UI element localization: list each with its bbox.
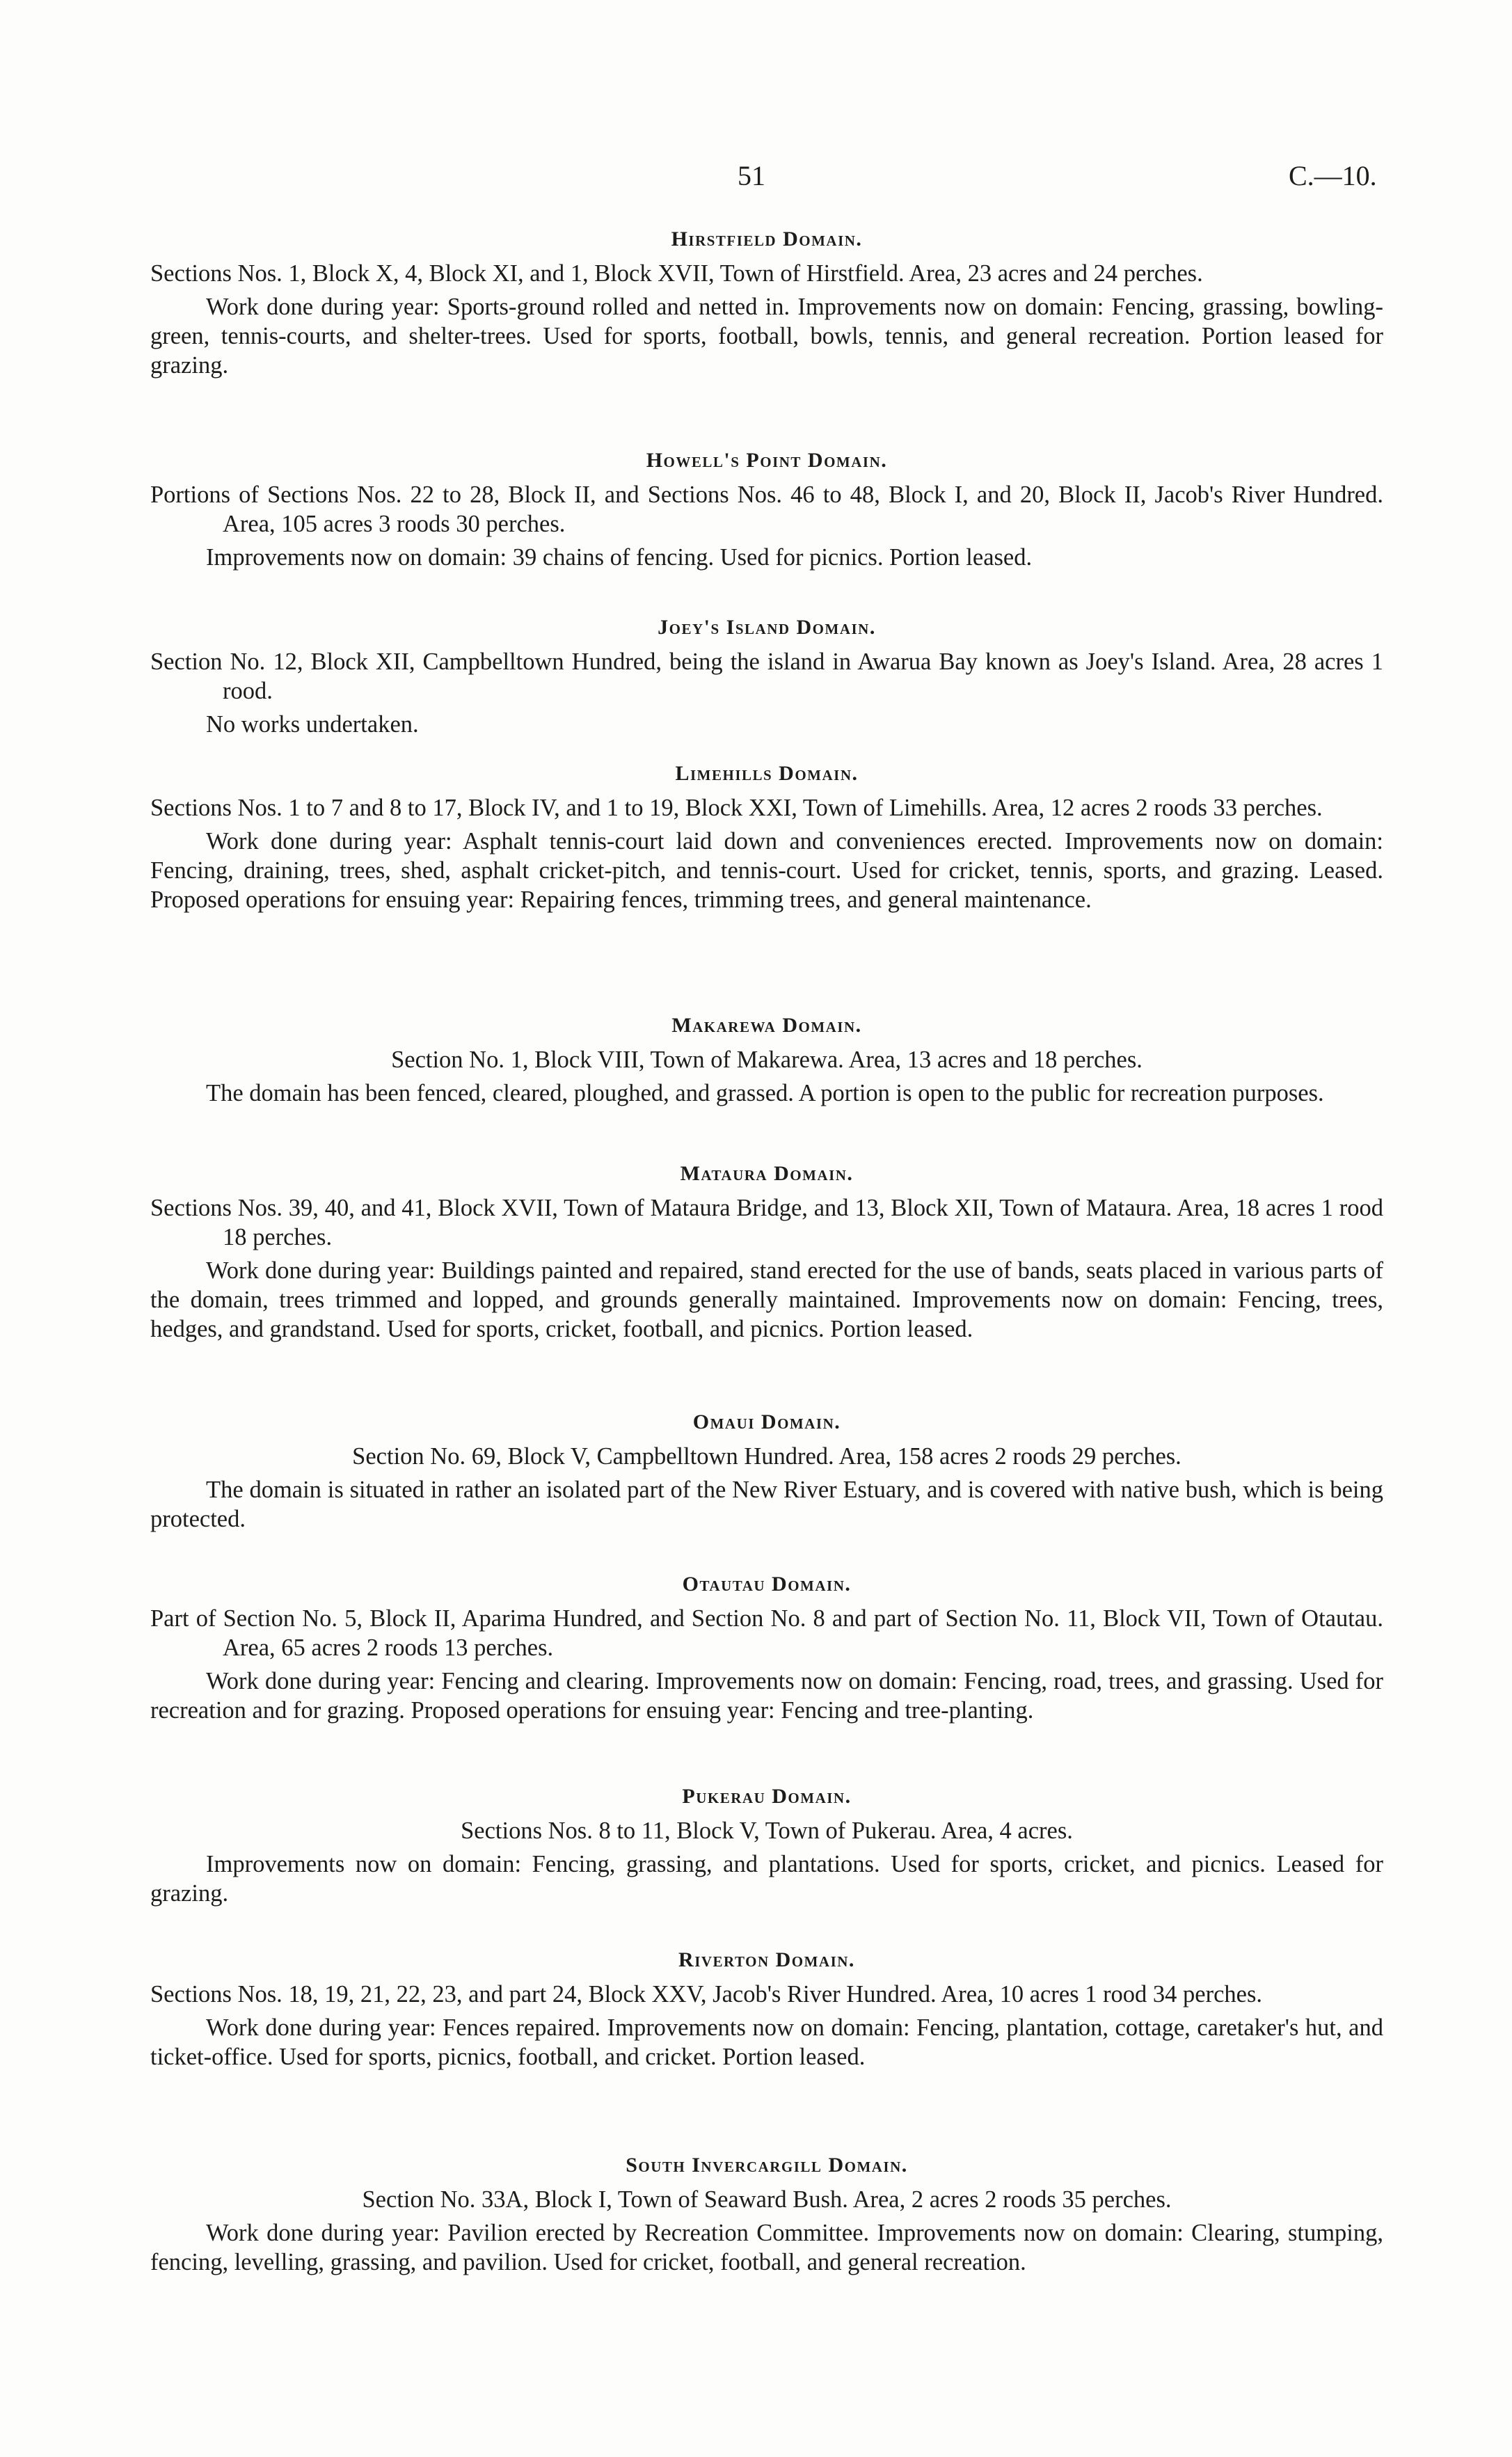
section-heading: Hirstfield Domain. xyxy=(671,228,863,251)
section-paragraph: Improvements now on domain: Fencing, grassing, and plantations. Used for sports, cricket, and picnics. Leased for grazing. xyxy=(150,1851,1383,1907)
section-heading: Mataura Domain. xyxy=(680,1162,854,1185)
section-makarewa xyxy=(150,1010,1383,1108)
section-omaui xyxy=(150,1407,1383,1534)
section-heading: Howell's Point Domain. xyxy=(646,449,888,472)
section-limehills xyxy=(150,758,1383,914)
section-heading: Joey's Island Domain. xyxy=(658,616,876,639)
section-description: Section No. 69, Block V, Campbelltown Hundred. Area, 158 acres 2 roods 29 perches. xyxy=(352,1443,1181,1470)
section-heading: Makarewa Domain. xyxy=(671,1014,862,1037)
section-description: Part of Section No. 5, Block II, Aparima Hundred, and Section No. 8 and part of Section No. 11, Block VII, Town of Otautau. Area, 65 acres 2 roods 13 perches. xyxy=(150,1605,1383,1661)
section-paragraph: Work done during year: Buildings painted and repaired, stand erected for the use of bands, seats placed in various parts of the domain, trees trimmed and lopped, and grounds generally maintained. Improvements now on domain: Fencing, trees, hedges, and grandstand. Used for sports, cricket, football, and picnics. Portion leased. xyxy=(150,1257,1383,1342)
page-number: 51 xyxy=(738,160,765,191)
section-paragraph: Improvements now on domain: 39 chains of fencing. Used for picnics. Portion leased. xyxy=(206,544,1033,571)
section-description: Section No. 12, Block XII, Campbelltown Hundred, being the island in Awarua Bay known as Joey's Island. Area, 28 acres 1 rood. xyxy=(150,649,1383,704)
section-description: Sections Nos. 1 to 7 and 8 to 17, Block IV, and 1 to 19, Block XXI, Town of Limehills. Area, 12 acres 2 roods 33 perches. xyxy=(150,795,1323,821)
section-description: Sections Nos. 1, Block X, 4, Block XI, and 1, Block XVII, Town of Hirstfield. Area, 23 acres and 24 perches. xyxy=(150,260,1203,287)
section-south-invercargill xyxy=(150,2150,1383,2277)
section-paragraph: No works undertaken. xyxy=(206,711,419,738)
section-paragraph: The domain has been fenced, cleared, ploughed, and grassed. A portion is open to the public for recreation purposes. xyxy=(206,1080,1324,1106)
section-heading: Limehills Domain. xyxy=(675,762,859,785)
section-description: Section No. 1, Block VIII, Town of Makarewa. Area, 13 acres and 18 perches. xyxy=(391,1047,1143,1073)
section-heading: Otautau Domain. xyxy=(682,1573,852,1596)
section-joeys-island xyxy=(150,612,1383,739)
section-description: Portions of Sections Nos. 22 to 28, Block II, and Sections Nos. 46 to 48, Block I, and 20, Block II, Jacob's River Hundred. Area, 105 acres 3 roods 30 perches. xyxy=(150,482,1383,537)
section-otautau xyxy=(150,1569,1383,1725)
section-heading: Omaui Domain. xyxy=(692,1410,841,1433)
page-header xyxy=(0,161,1512,196)
section-paragraph: Work done during year: Asphalt tennis-court laid down and conveniences erected. Improvements now on domain: Fencing, draining, trees, shed, asphalt cricket-pitch, and tennis-court. Used for cricket, tennis, sports, and grazing. Leased. Proposed operations for ensuing year: Repairing fences, trimming trees, and general maintenance. xyxy=(150,828,1383,913)
section-hirstfield xyxy=(150,224,1383,380)
section-howells-point xyxy=(150,445,1383,572)
section-description: Sections Nos. 18, 19, 21, 22, 23, and part 24, Block XXV, Jacob's River Hundred. Area, 10 acres 1 rood 34 perches. xyxy=(150,1981,1263,2007)
section-description: Sections Nos. 8 to 11, Block V, Town of Pukerau. Area, 4 acres. xyxy=(461,1818,1073,1844)
section-description: Section No. 33A, Block I, Town of Seaward Bush. Area, 2 acres 2 roods 35 perches. xyxy=(362,2186,1172,2213)
section-riverton xyxy=(150,1945,1383,2072)
section-heading: South Invercargill Domain. xyxy=(626,2154,908,2177)
section-heading: Riverton Domain. xyxy=(678,1948,855,1971)
section-paragraph: Work done during year: Fences repaired. Improvements now on domain: Fencing, plantation, cottage, caretaker's hut, and ticket-office. Used for sports, picnics, football, and cricket. Portion leased. xyxy=(150,2014,1383,2070)
section-paragraph: Work done during year: Sports-ground rolled and netted in. Improvements now on domain: Fencing, grassing, bowling-green, tennis-courts, and shelter-trees. Used for sports, football, bowls, tennis, and general recreation. Portion leased for grazing. xyxy=(150,294,1383,379)
section-mataura xyxy=(150,1159,1383,1344)
section-paragraph: Work done during year: Fencing and clearing. Improvements now on domain: Fencing, road, trees, and grassing. Used for recreation and for grazing. Proposed operations for ensuing year: Fencing and tree-planting. xyxy=(150,1668,1383,1724)
section-paragraph: Work done during year: Pavilion erected by Recreation Committee. Improvements now on domain: Clearing, stumping, fencing, levelling, grassing, and pavilion. Used for cricket, football, and general recreation. xyxy=(150,2220,1383,2275)
document-code: C.—10. xyxy=(1289,160,1377,191)
section-description: Sections Nos. 39, 40, and 41, Block XVII, Town of Mataura Bridge, and 13, Block XII, Town of Mataura. Area, 18 acres 1 rood 18 perches. xyxy=(150,1195,1383,1250)
section-paragraph: The domain is situated in rather an isolated part of the New River Estuary, and is covered with native bush, which is being protected. xyxy=(150,1477,1383,1532)
section-pukerau xyxy=(150,1781,1383,1908)
section-heading: Pukerau Domain. xyxy=(682,1785,852,1808)
